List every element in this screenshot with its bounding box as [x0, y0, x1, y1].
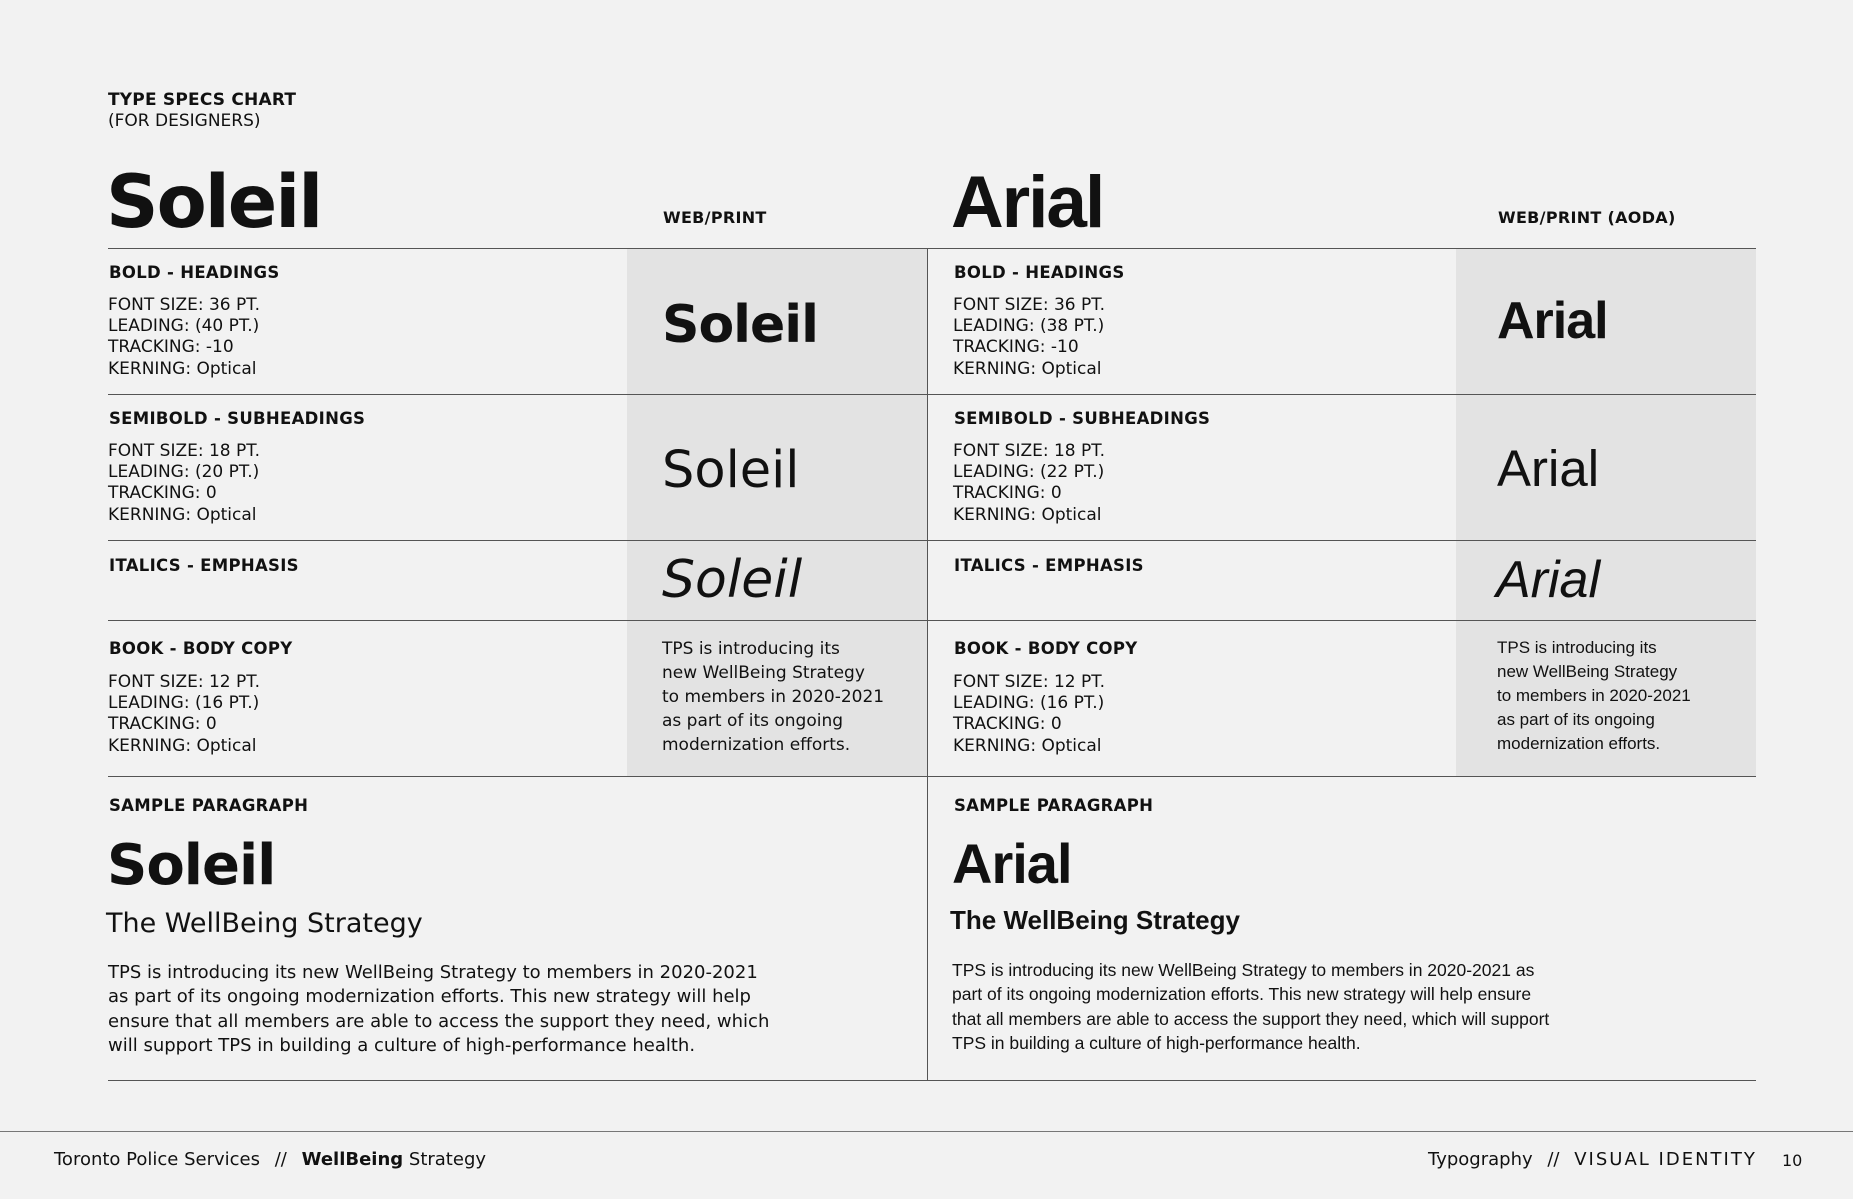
- left-bold-sample: Soleil: [662, 295, 818, 355]
- left-semibold-sample: Soleil: [662, 441, 800, 500]
- spec-line: FONT SIZE: 18 PT.: [108, 441, 261, 461]
- left-bold-specs: [108, 295, 260, 380]
- right-italics-label: ITALICS - EMPHASIS: [954, 556, 1144, 575]
- sample-line: modernization efforts.: [1497, 734, 1661, 753]
- left-book-sample: [662, 637, 884, 757]
- spec-line: TRACKING: 0: [108, 714, 217, 735]
- left-font-name: Soleil: [106, 160, 322, 245]
- right-paragraph-body: [952, 958, 1549, 1055]
- divider: [108, 620, 1756, 621]
- left-paragraph-title: Soleil: [107, 833, 276, 898]
- right-semibold-label: SEMIBOLD - SUBHEADINGS: [954, 409, 1211, 428]
- left-italics-sample: Soleil: [662, 550, 803, 610]
- divider: [108, 540, 1756, 541]
- sample-line: TPS is introducing its: [1497, 638, 1657, 657]
- sample-line: as part of its ongoing: [1497, 710, 1655, 729]
- spec-line: LEADING: (38 PT.): [953, 316, 1105, 337]
- right-font-name: Arial: [951, 162, 1104, 243]
- right-book-specs: [953, 672, 1105, 757]
- page-subtitle: (FOR DESIGNERS): [108, 111, 261, 131]
- right-semibold-sample: Arial: [1497, 440, 1600, 497]
- left-book-specs: [108, 672, 260, 757]
- footer-doc: VISUAL IDENTITY: [1574, 1149, 1757, 1170]
- divider: [108, 1080, 1756, 1081]
- spec-line: TRACKING: 0: [953, 483, 1062, 504]
- paragraph-line: that all members are able to access the support they need, which will support: [952, 1008, 1550, 1029]
- spec-line: FONT SIZE: 12 PT.: [108, 672, 261, 692]
- paragraph-line: ensure that all members are able to access the support they need, which: [108, 1010, 770, 1032]
- left-column-label: WEB/PRINT: [663, 208, 767, 227]
- spec-line: TRACKING: -10: [953, 337, 1079, 358]
- spec-line: LEADING: (16 PT.): [953, 693, 1105, 714]
- spec-line: FONT SIZE: 36 PT.: [108, 295, 261, 315]
- footer-strategy-bold: WellBeing: [301, 1149, 404, 1170]
- right-bold-specs: [953, 295, 1105, 380]
- right-column-label: WEB/PRINT (AODA): [1498, 208, 1676, 227]
- divider: [108, 776, 1756, 777]
- footer-strategy: Strategy: [403, 1149, 487, 1170]
- sample-line: to members in 2020-2021: [1497, 686, 1691, 705]
- right-bold-label: BOLD - HEADINGS: [954, 263, 1125, 282]
- right-book-label: BOOK - BODY COPY: [954, 639, 1138, 658]
- right-italics-sample: Arial: [1496, 551, 1601, 609]
- paragraph-line: TPS is introducing its new WellBeing Strategy to members in 2020-2021 as: [952, 960, 1535, 980]
- footer-separator: //: [1547, 1149, 1560, 1170]
- spec-line: KERNING: Optical: [108, 735, 257, 756]
- spec-line: KERNING: Optical: [108, 504, 257, 525]
- right-paragraph-title: Arial: [952, 832, 1072, 895]
- left-semibold-label: SEMIBOLD - SUBHEADINGS: [109, 409, 366, 428]
- spec-line: TRACKING: 0: [108, 483, 217, 504]
- footer-divider: [0, 1131, 1853, 1132]
- column-divider: [927, 248, 928, 1080]
- left-bold-label: BOLD - HEADINGS: [109, 263, 280, 282]
- page-title: TYPE SPECS CHART: [108, 90, 297, 110]
- footer-org: Toronto Police Services: [54, 1149, 260, 1170]
- sample-line: TPS is introducing its: [662, 639, 840, 659]
- paragraph-line: part of its ongoing modernization efforts. This new strategy will help ensure: [952, 984, 1532, 1005]
- left-sample-paragraph-label: SAMPLE PARAGRAPH: [109, 796, 309, 815]
- spec-line: KERNING: Optical: [108, 358, 257, 379]
- spec-line: LEADING: (22 PT.): [953, 462, 1105, 483]
- spec-line: KERNING: Optical: [953, 504, 1102, 525]
- paragraph-line: as part of its ongoing modernization efforts. This new strategy will help: [108, 986, 751, 1008]
- paragraph-line: TPS in building a culture of high-performance health.: [952, 1032, 1361, 1053]
- footer-right: [1428, 1149, 1757, 1170]
- left-semibold-specs: [108, 441, 260, 526]
- sample-line: to members in 2020-2021: [662, 687, 885, 707]
- sample-line: new WellBeing Strategy: [1497, 662, 1678, 681]
- spec-line: TRACKING: 0: [953, 714, 1062, 735]
- spec-line: LEADING: (16 PT.): [108, 693, 260, 714]
- page-number: 10: [1782, 1151, 1803, 1170]
- sample-line: modernization efforts.: [662, 735, 851, 755]
- left-book-label: BOOK - BODY COPY: [109, 639, 293, 658]
- divider: [108, 394, 1756, 395]
- spec-line: KERNING: Optical: [953, 358, 1102, 379]
- right-book-sample: [1497, 636, 1691, 756]
- footer-section: Typography: [1428, 1149, 1533, 1170]
- footer-left: [54, 1149, 486, 1170]
- right-paragraph-subtitle: The WellBeing Strategy: [950, 905, 1240, 935]
- spec-line: TRACKING: -10: [108, 337, 234, 358]
- paragraph-line: will support TPS in building a culture of high-performance health.: [108, 1034, 696, 1056]
- left-paragraph-subtitle: The WellBeing Strategy: [106, 908, 423, 939]
- paragraph-line: TPS is introducing its new WellBeing Strategy to members in 2020-2021: [108, 962, 758, 983]
- left-italics-label: ITALICS - EMPHASIS: [109, 556, 299, 575]
- right-bold-sample: Arial: [1497, 292, 1608, 350]
- divider: [108, 248, 1756, 249]
- sample-line: new WellBeing Strategy: [662, 663, 865, 683]
- left-paragraph-body: [108, 961, 769, 1058]
- spec-line: LEADING: (20 PT.): [108, 462, 260, 483]
- spec-line: KERNING: Optical: [953, 735, 1102, 756]
- spec-line: FONT SIZE: 36 PT.: [953, 295, 1106, 315]
- footer-separator: //: [274, 1149, 287, 1170]
- spec-line: FONT SIZE: 12 PT.: [953, 672, 1106, 692]
- spec-line: LEADING: (40 PT.): [108, 316, 260, 337]
- sample-line: as part of its ongoing: [662, 711, 844, 731]
- right-semibold-specs: [953, 441, 1105, 526]
- right-sample-paragraph-label: SAMPLE PARAGRAPH: [954, 796, 1154, 815]
- spec-line: FONT SIZE: 18 PT.: [953, 441, 1106, 461]
